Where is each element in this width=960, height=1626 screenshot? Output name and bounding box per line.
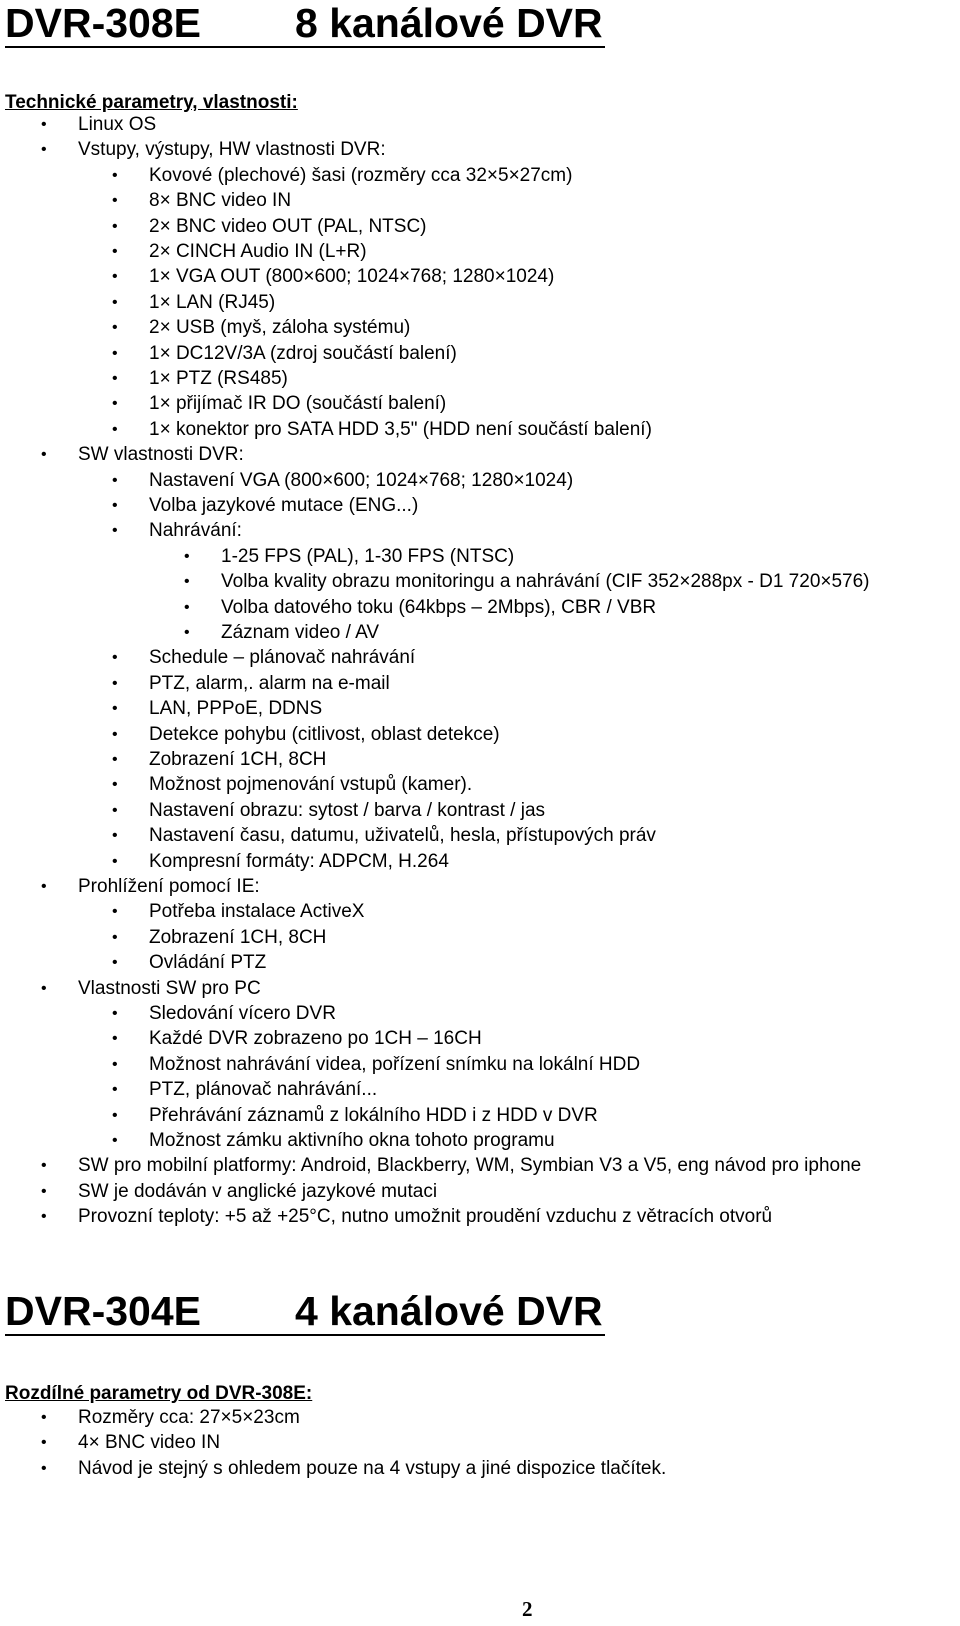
list-item [41, 876, 260, 898]
section2-title [5, 1288, 605, 1336]
list-item [112, 901, 365, 923]
list-item [112, 342, 457, 365]
section1-title [5, 0, 605, 48]
list-item [112, 774, 473, 796]
page-number: 2 [522, 1597, 533, 1621]
bullet-icon: • [112, 319, 118, 337]
list-item-text: 1-25 FPS (PAL), 1-30 FPS (NTSC) [221, 545, 515, 567]
bullet-icon: • [41, 979, 47, 997]
bullet-icon: • [112, 928, 118, 946]
bullet-icon: • [112, 852, 118, 870]
list-item-text: 2× CINCH Audio IN (L+R) [149, 241, 367, 262]
bullet-icon: • [112, 420, 118, 438]
list-item [112, 647, 416, 669]
list-item-text: 1× PTZ (RS485) [149, 368, 288, 389]
list-item-text: 2× USB (myš, záloha systému) [149, 317, 411, 339]
list-item-text: Sledování vícero DVR [149, 1003, 336, 1024]
bullet-icon: • [112, 1030, 118, 1048]
list-item-text: Linux OS [78, 114, 157, 135]
list-item-text: Detekce pohybu (citlivost, oblast detekce) [149, 723, 500, 745]
list-item-text: 1× konektor pro SATA HDD 3,5" (HDD není součástí balení) [149, 418, 652, 440]
bullet-icon: • [112, 903, 118, 921]
list-item [184, 571, 870, 593]
list-item [112, 469, 574, 492]
bullet-icon: • [41, 1409, 47, 1426]
section2-title-text: 4 kanálové DVR [295, 1288, 603, 1334]
list-item [112, 1053, 641, 1076]
list-item-text: Zobrazení 1CH, 8CH [149, 926, 327, 948]
list-item-text: 1× VGA OUT (800×600; 1024×768; 1280×1024) [149, 266, 555, 288]
bullet-icon: • [41, 116, 47, 133]
bullet-icon: • [112, 1005, 118, 1022]
list-item-text: SW je dodáván v anglické jazykové mutaci [78, 1180, 438, 1202]
list-item [112, 495, 419, 517]
bullet-icon: • [112, 471, 118, 489]
list-item-text: Kompresní formáty: ADPCM, H.264 [149, 850, 449, 872]
list-item-text: 4× BNC video IN [78, 1432, 221, 1454]
list-item-text: Prohlížení pomocí IE: [78, 876, 260, 897]
list-item-text: Možnost pojmenování vstupů (kamer). [149, 774, 473, 796]
list-item-text: LAN, PPPoE, DDNS [149, 698, 323, 720]
bullet-icon: • [112, 1132, 118, 1149]
list-item [112, 749, 327, 771]
list-item-text: Rozměry cca: 27×5×23cm [78, 1407, 300, 1428]
bullet-icon: • [41, 878, 47, 895]
list-item-text: SW vlastnosti DVR: [78, 444, 244, 466]
list-item [112, 850, 449, 873]
bullet-icon: • [112, 827, 118, 845]
list-item [112, 520, 242, 542]
list-item-text: Kovové (plechové) šasi (rozměry cca 32×5×27cm) [149, 164, 573, 186]
bullet-icon: • [112, 674, 118, 692]
section2-heading: Rozdílné parametry od DVR-308E: [5, 1383, 313, 1404]
list-item-text: 1× LAN (RJ45) [149, 291, 276, 313]
list-item-text: Ovládání PTZ [149, 952, 267, 974]
list-item [112, 164, 573, 187]
bullet-icon: • [112, 1055, 118, 1073]
list-item [112, 215, 427, 238]
list-item [184, 596, 657, 619]
list-item [112, 952, 267, 974]
bullet-icon: • [41, 1434, 47, 1452]
list-item-text: Návod je stejný s ohledem pouze na 4 vstupy a jiné dispozice tlačítek. [78, 1457, 667, 1479]
list-item [112, 1028, 482, 1050]
list-item [41, 139, 386, 161]
bullet-icon: • [112, 395, 118, 413]
list-item-text: Každé DVR zobrazeno po 1CH – 16CH [149, 1028, 482, 1050]
list-item [112, 672, 390, 695]
bullet-icon: • [41, 141, 47, 159]
list-item [112, 418, 652, 441]
bullet-icon: • [112, 497, 118, 514]
bullet-icon: • [112, 192, 118, 210]
list-item [184, 545, 515, 568]
bullet-icon: • [112, 954, 118, 972]
list-item [112, 241, 367, 263]
section1-title-text: 8 kanálové DVR [295, 0, 603, 46]
bullet-icon: • [41, 446, 47, 464]
bullet-icon: • [184, 573, 190, 591]
list-item [41, 1155, 862, 1177]
list-item-text: Provozní teploty: +5 až +25°C, nutno umožnit proudění vzduchu z větracích otvorů [78, 1206, 773, 1228]
bullet-icon: • [41, 1208, 47, 1226]
list-item-text: 1× přijímač IR DO (součástí balení) [149, 393, 447, 415]
bullet-icon: • [112, 751, 118, 768]
list-item-text: Zobrazení 1CH, 8CH [149, 749, 327, 770]
list-item-text: Záznam video / AV [221, 622, 380, 643]
bullet-icon: • [112, 801, 118, 819]
bullet-icon: • [184, 598, 190, 616]
bullet-icon: • [112, 1106, 118, 1124]
bullet-icon: • [41, 1459, 47, 1477]
bullet-icon: • [112, 166, 118, 184]
bullet-icon: • [112, 370, 118, 387]
list-item [112, 190, 292, 212]
list-item-text: Vlastnosti SW pro PC [78, 977, 261, 999]
list-item-text: 2× BNC video OUT (PAL, NTSC) [149, 215, 427, 237]
bullet-icon: • [112, 344, 118, 362]
bullet-icon: • [112, 268, 118, 286]
list-item [112, 799, 546, 822]
list-item [112, 317, 411, 339]
list-item [112, 393, 447, 415]
list-item [112, 1104, 598, 1127]
bullet-icon: • [112, 243, 118, 260]
bullet-icon: • [112, 1081, 118, 1099]
bullet-icon: • [112, 700, 118, 718]
list-item [184, 622, 380, 644]
list-item [41, 114, 157, 136]
list-item [41, 1407, 300, 1429]
section1-heading: Technické parametry, vlastnosti: [5, 92, 298, 113]
bullet-icon: • [41, 1182, 47, 1200]
list-item-text: Vstupy, výstupy, HW vlastnosti DVR: [78, 139, 386, 161]
list-item [41, 1432, 221, 1454]
list-item-text: 1× DC12V/3A (zdroj součástí balení) [149, 342, 457, 364]
bullet-icon: • [184, 624, 190, 641]
list-item-text: SW pro mobilní platformy: Android, Blackberry, WM, Symbian V3 a V5, eng návod pro iphone [78, 1155, 862, 1177]
list-item [41, 1180, 438, 1203]
bullet-icon: • [112, 725, 118, 743]
bullet-icon: • [184, 547, 190, 565]
list-item [41, 1206, 773, 1228]
list-item [112, 1079, 378, 1101]
list-item [112, 1003, 336, 1025]
bullet-icon: • [41, 1157, 47, 1175]
list-item [112, 368, 288, 390]
list-item [41, 1457, 667, 1480]
bullet-icon: • [112, 217, 118, 235]
section1-model: DVR-308E [5, 0, 201, 46]
section2-model: DVR-304E [5, 1288, 201, 1334]
list-item [41, 977, 261, 1000]
bullet-icon: • [112, 293, 118, 311]
list-item-text: PTZ, plánovač nahrávání... [149, 1079, 378, 1101]
list-item [112, 723, 500, 746]
list-item [41, 444, 244, 466]
list-item-text: Nastavení VGA (800×600; 1024×768; 1280×1024) [149, 469, 574, 491]
list-item [112, 291, 276, 314]
list-item-text: 8× BNC video IN [149, 190, 292, 212]
list-item-text: Možnost zámku aktivního okna tohoto programu [149, 1130, 555, 1151]
bullet-icon: • [112, 649, 118, 667]
list-item [112, 266, 555, 288]
list-item-text: Možnost nahrávání videa, pořízení snímku na lokální HDD [149, 1053, 641, 1075]
list-item-text: Schedule – plánovač nahrávání [149, 647, 416, 669]
list-item-text: Nastavení obrazu: sytost / barva / kontrast / jas [149, 799, 546, 821]
list-item-text: Nahrávání: [149, 520, 242, 542]
list-item [112, 926, 327, 949]
list-item-text: Volba datového toku (64kbps – 2Mbps), CBR / VBR [221, 596, 657, 618]
list-item-text: Potřeba instalace ActiveX [149, 901, 365, 923]
list-item-text: Volba jazykové mutace (ENG...) [149, 495, 419, 516]
list-item-text: Nastavení času, datumu, uživatelů, hesla, přístupových práv [149, 825, 656, 847]
list-item [112, 825, 656, 847]
list-item [112, 1130, 555, 1152]
list-item-text: Volba kvality obrazu monitoringu a nahrávání (CIF 352×288px - D1 720×576) [221, 571, 870, 593]
list-item-text: PTZ, alarm,. alarm na e-mail [149, 672, 390, 694]
list-item [112, 698, 323, 720]
list-item-text: Přehrávání záznamů z lokálního HDD i z HDD v DVR [149, 1104, 598, 1126]
bullet-icon: • [112, 522, 118, 540]
bullet-icon: • [112, 776, 118, 794]
